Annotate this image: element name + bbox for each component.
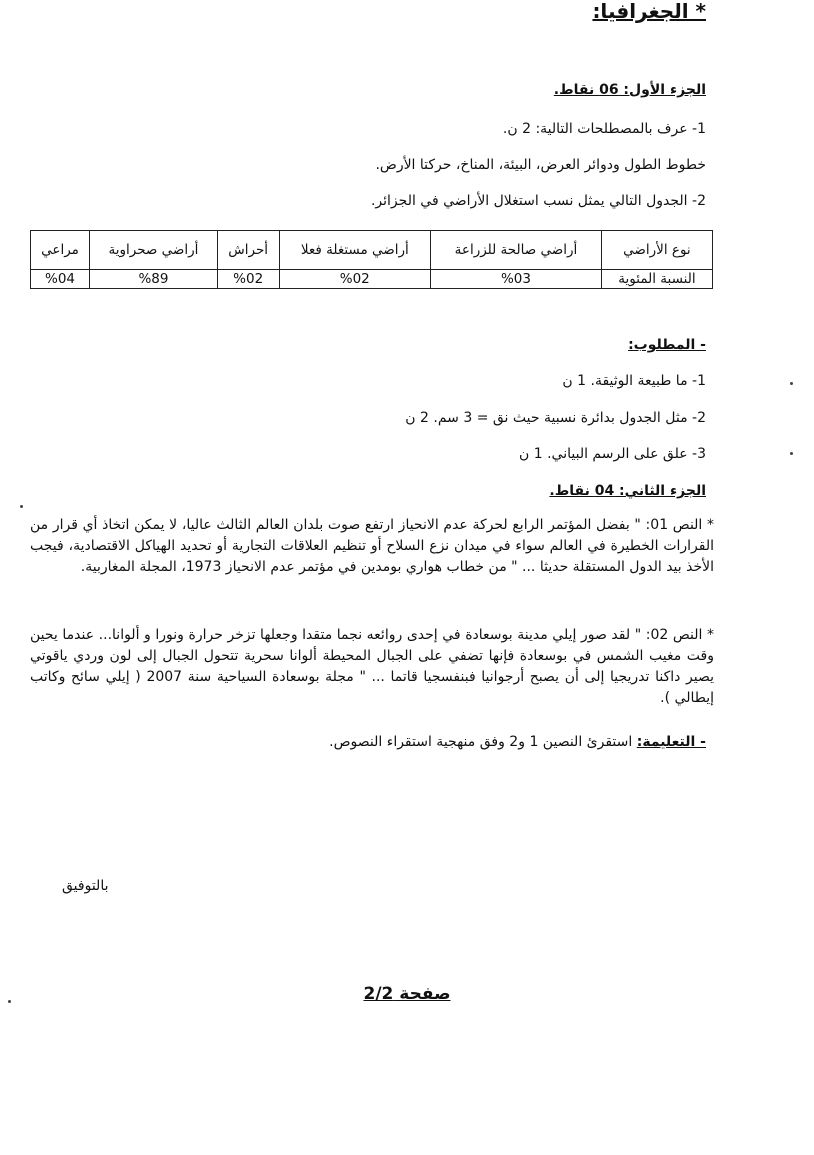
table-cell: النسبة المئوية bbox=[601, 270, 712, 289]
table-cell: %04 bbox=[31, 270, 90, 289]
question-2: 2- الجدول التالي يمثل نسب استغلال الأراضي في الجزائر. bbox=[370, 193, 706, 209]
page-title: * الجغرافيا: bbox=[592, 0, 706, 23]
page-number: صفحة 2/2 bbox=[363, 984, 451, 1004]
text-02: * النص 02: " لقد صور إيلي مدينة بوسعادة في إحدى روائعه نجما متقدا وجعلها تزخر حرارة ونورا و ألوانا... عندما يحين وقت مغيب الشمس في بوسعادة فإنها تضفي على الجبال المحيطة ألوانا سحرية تتحول الجبال إلى لون وردي ياقوتي يصير داكنا تدريجيا إلى أن يصبح أرجوانيا فبنفسجيا قاتما ... " مجلة بوسعادة السياحية سنة 2007 ( إيلي سائح وكاتب إيطالي ). bbox=[30, 627, 715, 706]
table-cell: %03 bbox=[431, 270, 602, 289]
terms-list: خطوط الطول ودوائر العرض، البيئة، المناخ، حركتا الأرض. bbox=[375, 157, 706, 173]
table-cell: %02 bbox=[279, 270, 431, 289]
scan-dot bbox=[790, 382, 793, 385]
closing-note: بالتوفيق bbox=[62, 878, 109, 894]
table-header-cell: أراضي صحراوية bbox=[90, 231, 218, 270]
required-item: 1- ما طبيعة الوثيقة. 1 ن bbox=[562, 373, 706, 389]
text-01: * النص 01: " بفضل المؤتمر الرابع لحركة عدم الانحياز ارتفع صوت بلدان العالم الثالث عاليا، لا يمكن اتخاذ أي قرار من القرارات الخطيرة في العالم سواء في ميدان نزع السلاح أو تنظيم العلاقات التجارية أو تحديد الهياكل الاقتصادية، فيجب الأخذ بيد الدول المستقلة حديثا ... " من خطاب هواري بومدين في مؤتمر عدم الانحياز 1973، المجلة المغاربية. bbox=[30, 517, 715, 575]
required-item: 3- علق على الرسم البياني. 1 ن bbox=[518, 446, 706, 462]
instruction-text: استقرئ النصين 1 و2 وفق منهجية استقراء النصوص. bbox=[329, 734, 637, 750]
table-row bbox=[31, 270, 713, 289]
instruction bbox=[329, 733, 706, 751]
part1-heading: الجزء الأول: 06 نقاط. bbox=[553, 82, 706, 98]
table-header-cell: أراضي مستغلة فعلا bbox=[279, 231, 431, 270]
part2-heading: الجزء الثاني: 04 نقاط. bbox=[549, 483, 706, 499]
scan-dot bbox=[20, 505, 23, 508]
instruction-label: - التعليمة: bbox=[636, 734, 706, 750]
table-header-cell: نوع الأراضي bbox=[601, 231, 712, 270]
question-1: 1- عرف بالمصطلحات التالية: 2 ن. bbox=[502, 121, 706, 137]
required-item: 2- مثل الجدول بدائرة نسبية حيث نق = 3 سم. 2 ن bbox=[405, 410, 706, 426]
land-use-table bbox=[30, 230, 713, 289]
table-header-cell: أحراش bbox=[217, 231, 279, 270]
scan-dot bbox=[8, 1000, 11, 1003]
table-header-cell: مراعي bbox=[31, 231, 90, 270]
required-heading: - المطلوب: bbox=[628, 337, 706, 353]
table-header-cell: أراضي صالحة للزراعة bbox=[431, 231, 602, 270]
table-header-row bbox=[31, 231, 713, 270]
table-cell: %02 bbox=[217, 270, 279, 289]
scan-dot bbox=[790, 452, 793, 455]
table-cell: %89 bbox=[90, 270, 218, 289]
